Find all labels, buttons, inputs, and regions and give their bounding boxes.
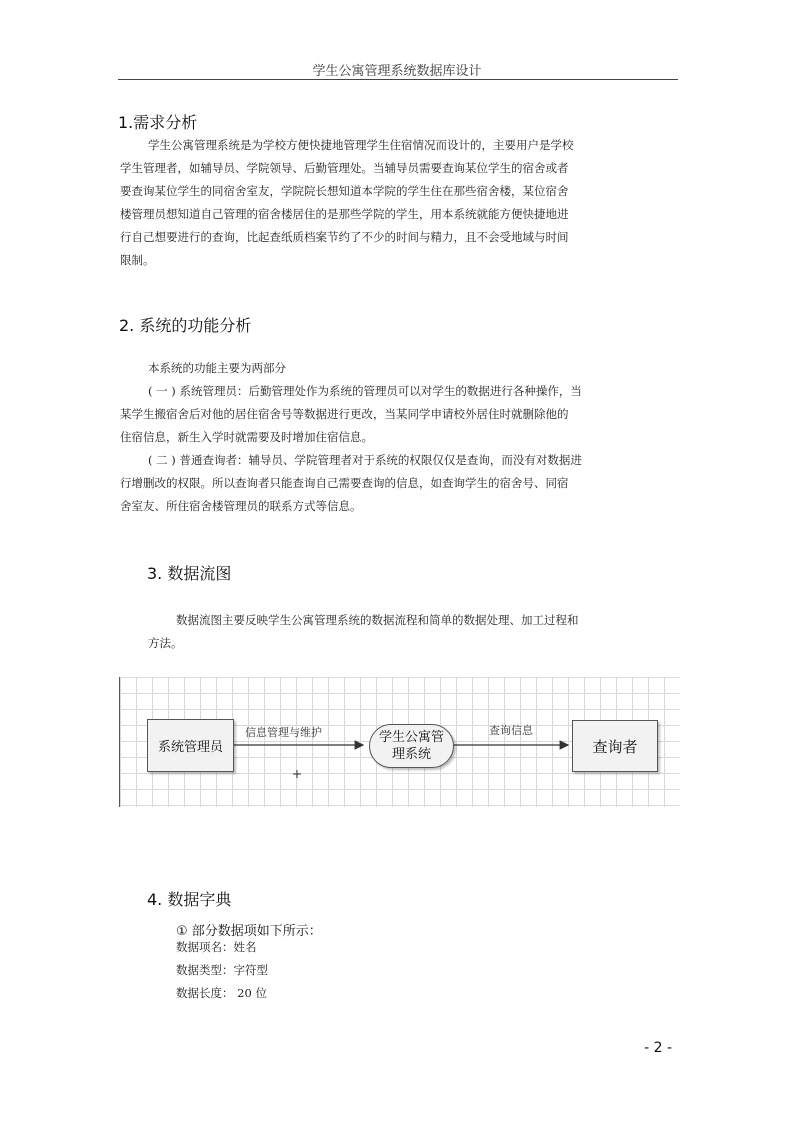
- paragraph-line: 本系统的功能主要为两部分: [148, 361, 286, 375]
- paragraph-line: 行自己想要进行的查询，比起查纸质档案节约了不少的时间与精力，且不会受地域与时间: [120, 230, 569, 244]
- data-dictionary-intro: ① 部分数据项如下所示：: [176, 924, 322, 939]
- data-item-line: 数据长度： 20 位: [176, 986, 267, 1000]
- paragraph-line: 方法。: [148, 636, 183, 650]
- external-entity-query-user: 查询者: [572, 720, 658, 772]
- data-flow-diagram: [119, 677, 680, 807]
- paragraph-line: 要查询某位学生的同宿舍室友，学院院长想知道本学院的学生住在那些宿舍楼，某位宿舍: [120, 184, 569, 198]
- paragraph-line: 住宿信息，新生入学时就需要及时增加住宿信息。: [120, 430, 373, 444]
- section-heading-data-flow: 3. 数据流图: [147, 564, 232, 583]
- header-rule: [118, 79, 678, 80]
- paragraph-line: 数据流图主要反映学生公寓管理系统的数据流程和简单的数据处理、加工过程和: [176, 613, 579, 627]
- cursor-crosshair-icon: [293, 770, 301, 778]
- process-label-line: 学生公寓管: [378, 730, 444, 745]
- paragraph-line: 学生公寓管理系统是为学校方便快捷地管理学生住宿情况而设计的，主要用户是学校: [148, 138, 574, 152]
- flow-label-maintenance: 信息管理与维护: [245, 726, 322, 739]
- page-header-title: 学生公寓管理系统数据库设计: [312, 64, 482, 79]
- process-apartment-system: [369, 724, 454, 768]
- paragraph-line: ( 二 ) 普通查询者：辅导员、学院管理者对于系统的权限仅仅是查询，而没有对数据进: [148, 453, 582, 467]
- section-heading-data-dictionary: 4. 数据字典: [147, 890, 232, 909]
- paragraph-line: 行增删改的权限。所以查询者只能查询自己需要查询的信息，如查询学生的宿舍号、同宿: [120, 476, 569, 490]
- section-heading-requirements: 1.需求分析: [118, 113, 198, 132]
- page-number: - 2 -: [644, 1040, 672, 1056]
- paragraph-line: 学生管理者，如辅导员、学院领导、后勤管理处。当辅导员需要查询某位学生的宿舍或者: [120, 161, 569, 175]
- process-label-line: 理系统: [391, 747, 431, 762]
- section-body-requirements: [120, 134, 574, 272]
- section-body-function-analysis: [120, 357, 582, 518]
- external-entity-admin: 系统管理员: [147, 719, 234, 772]
- paragraph-line: 某学生搬宿舍后对他的居住宿舍号等数据进行更改，当某同学申请校外居住时就删除他的: [120, 407, 569, 421]
- data-dictionary-items: [176, 936, 268, 1005]
- flow-label-query-info: 查询信息: [489, 724, 533, 737]
- paragraph-line: 限制。: [120, 253, 155, 267]
- section-body-data-flow: [148, 609, 579, 655]
- paragraph-line: 楼管理员想知道自己管理的宿舍楼居住的是那些学院的学生，用本系统就能方便快捷地进: [120, 207, 569, 221]
- section-heading-function-analysis: 2. 系统的功能分析: [119, 316, 252, 335]
- paragraph-line: ( 一 ) 系统管理员：后勤管理处作为系统的管理员可以对学生的数据进行各种操作，当: [148, 384, 582, 398]
- data-item-line: 数据项名：姓名: [176, 940, 257, 954]
- paragraph-line: 舍室友、所住宿舍楼管理员的联系方式等信息。: [120, 499, 362, 513]
- data-item-line: 数据类型：字符型: [176, 963, 268, 977]
